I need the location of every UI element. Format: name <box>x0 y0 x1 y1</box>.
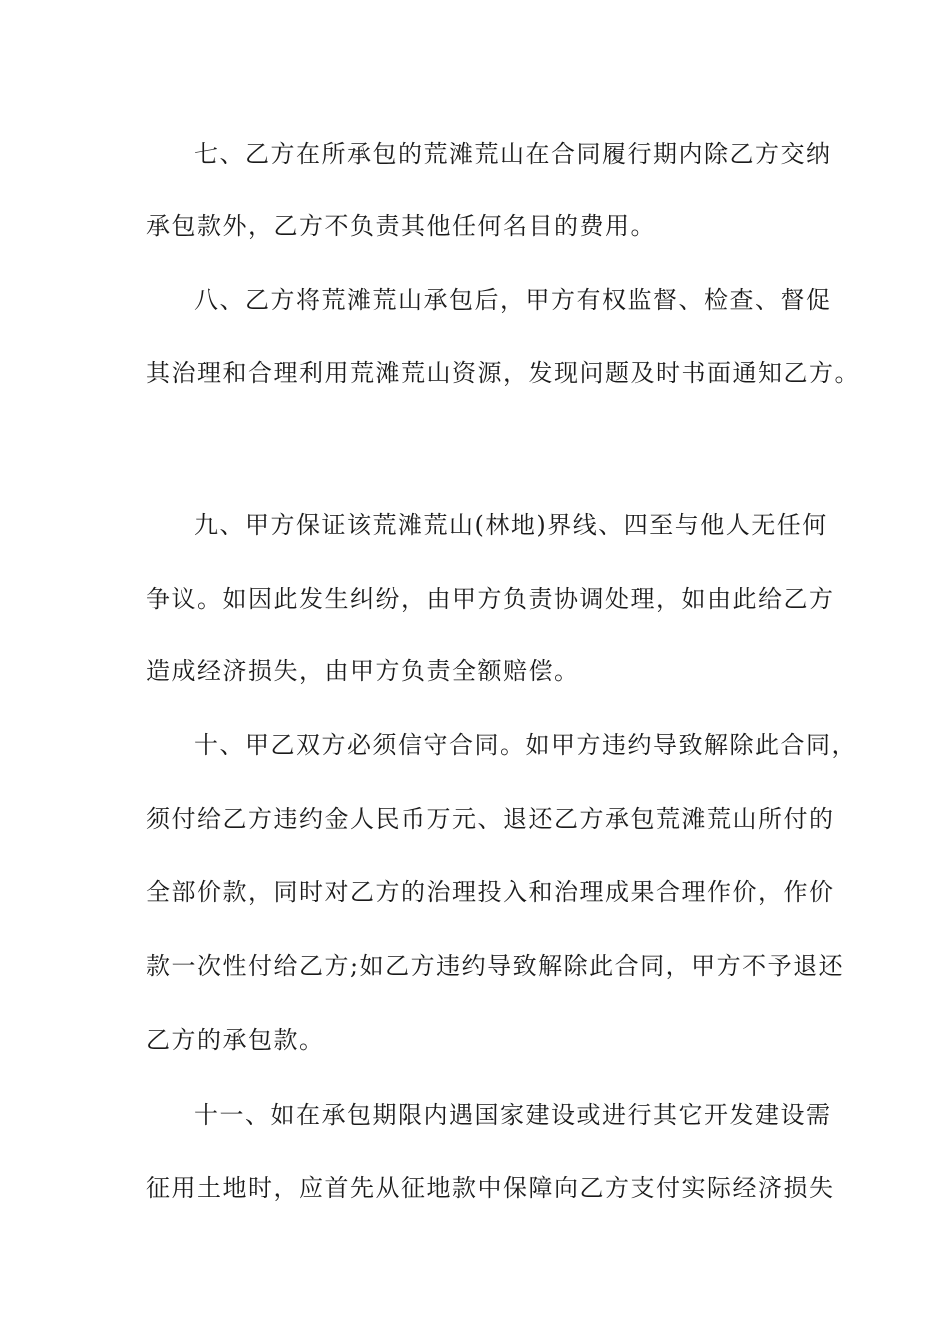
clause-8-line-2: 其治理和合理利用荒滩荒山资源，发现问题及时书面通知乙方。 <box>146 359 860 387</box>
clause-10-line-2: 须付给乙方违约金人民币万元、退还乙方承包荒滩荒山所付的 <box>146 805 835 833</box>
clause-10-line-4: 款一次性付给乙方;如乙方违约导致解除此合同，甲方不予退还 <box>146 952 845 980</box>
clause-9-line-1: 九、甲方保证该荒滩荒山(林地)界线、四至与他人无任何 <box>194 511 828 539</box>
clause-7-line-1: 七、乙方在所承包的荒滩荒山在合同履行期内除乙方交纳 <box>194 140 832 168</box>
clause-10-line-1: 十、甲乙双方必须信守合同。如甲方违约导致解除此合同， <box>194 731 857 759</box>
clause-9-line-2: 争议。如因此发生纠纷，由甲方负责协调处理，如由此给乙方 <box>146 585 835 613</box>
clause-7-line-2: 承包款外，乙方不负责其他任何名目的费用。 <box>146 212 656 240</box>
clause-8-line-1: 八、乙方将荒滩荒山承包后，甲方有权监督、检查、督促 <box>194 286 832 314</box>
clause-9-line-3: 造成经济损失，由甲方负责全额赔偿。 <box>146 657 580 685</box>
clause-10-line-3: 全部价款，同时对乙方的治理投入和治理成果合理作价，作价 <box>146 878 835 906</box>
clause-11-line-2: 征用土地时，应首先从征地款中保障向乙方支付实际经济损失 <box>146 1174 835 1202</box>
clause-10-line-5: 乙方的承包款。 <box>146 1026 325 1054</box>
clause-11-line-1: 十一、如在承包期限内遇国家建设或进行其它开发建设需 <box>194 1101 832 1129</box>
